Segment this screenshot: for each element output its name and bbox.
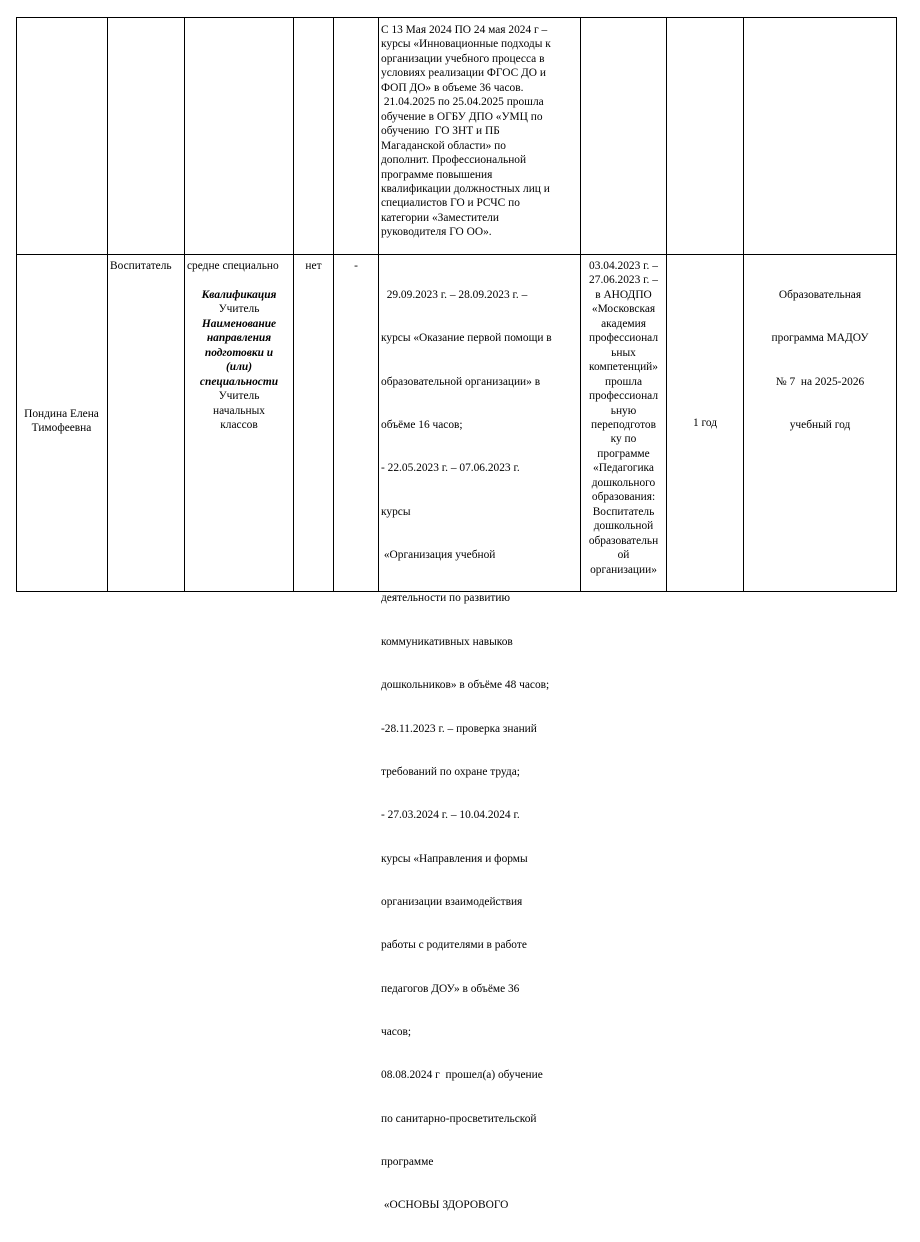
- education-cell: [185, 288, 293, 433]
- text-line: объёме 16 часов;: [381, 418, 463, 431]
- row1-courses-cell: [381, 23, 551, 240]
- text-line: часов;: [381, 1026, 412, 1039]
- text-line: квалификации должностных лиц и: [381, 182, 550, 195]
- text-line: специалистов ГО и РСЧС по: [381, 197, 520, 210]
- row2-courses-cell: [381, 259, 552, 1242]
- text-line: - 27.03.2024 г. – 10.04.2024 г.: [381, 809, 520, 822]
- text-line: в АНОДПО: [595, 288, 652, 301]
- text-line: 29.09.2023 г. – 28.09.2023 г. –: [381, 288, 528, 301]
- text-line: организации учебного процесса в: [381, 52, 545, 65]
- text-line: ьных: [611, 346, 636, 359]
- text-line: компетенций»: [589, 361, 658, 374]
- text-line: С 13 Мая 2024 ПО 24 мая 2024 г –: [381, 24, 548, 36]
- text-line: академия: [601, 317, 646, 330]
- text-line: переподготов: [591, 418, 656, 431]
- text-line: «Московская: [591, 303, 656, 316]
- rank-text: -: [354, 260, 358, 272]
- rank-cell: [334, 259, 378, 273]
- row-divider: [16, 254, 897, 255]
- text-line: - 22.05.2023 г. – 07.06.2023 г.: [381, 462, 520, 475]
- text-line: категории «Заместители: [381, 211, 499, 224]
- text-line: программе: [381, 1156, 434, 1169]
- direction-label: (или): [225, 361, 253, 374]
- retraining-cell: [581, 259, 666, 577]
- direction-value: Учитель: [218, 390, 260, 403]
- col-divider: [666, 17, 667, 592]
- text-line: образовательн: [588, 534, 659, 547]
- table-border-top: [16, 17, 897, 18]
- text-line: курсы: [381, 505, 411, 518]
- text-line: организации взаимодействия: [381, 895, 523, 908]
- text-line: дошкольников» в объёме 48 часов;: [381, 679, 550, 692]
- text-line: курсы «Оказание первой помощи в: [381, 332, 552, 345]
- col-divider: [16, 17, 17, 592]
- qualification-label: Квалификация: [201, 289, 277, 301]
- text-line: по санитарно-просветительской: [381, 1112, 537, 1125]
- text-line: программе: [597, 447, 650, 460]
- text-line: курсы «Направления и формы: [381, 852, 528, 865]
- text-line: условиях реализации ФГОС ДО и: [381, 67, 546, 80]
- text-line: обучение в ОГБУ ДПО «УМЦ по: [381, 110, 543, 123]
- text-line: ьную: [610, 404, 637, 417]
- col-divider: [107, 17, 108, 592]
- teacher-name-cell: [16, 407, 107, 436]
- text-line: коммуникативных навыков: [381, 635, 513, 648]
- text-line: учебный год: [789, 418, 851, 431]
- text-line: требований по охране труда;: [381, 765, 520, 778]
- text-line: курсы «Инновационные подходы к: [381, 38, 551, 51]
- text-line: программе повышения: [381, 168, 493, 181]
- text-line: -28.11.2023 г. – проверка знаний: [381, 722, 537, 735]
- text-line: 21.04.2025 по 25.04.2025 прошла: [381, 96, 544, 109]
- education-level: средне специально: [187, 260, 279, 272]
- experience-text: 1 год: [692, 417, 718, 429]
- text-line: обучению ГО ЗНТ и ПБ: [381, 125, 500, 138]
- col-divider: [378, 17, 379, 592]
- text-line: прошла: [605, 375, 642, 388]
- text-line: «ОСНОВЫ ЗДОРОВОГО: [381, 1199, 509, 1212]
- text-line: № 7 на 2025-2026: [775, 375, 865, 388]
- direction-label: специальности: [199, 375, 279, 388]
- experience-cell: [667, 416, 743, 430]
- direction-label: подготовки и: [204, 346, 274, 359]
- degree-text: нет: [305, 260, 322, 272]
- text-line: дошкольной: [593, 520, 654, 533]
- text-line: дополнит. Профессиональной: [381, 154, 527, 167]
- text-line: организации»: [590, 563, 657, 576]
- text-line: образования:: [591, 491, 656, 504]
- position-text: Воспитатель: [110, 260, 172, 272]
- text-line: 27.06.2023 г. –: [589, 274, 658, 287]
- text-line: дошкольного: [591, 476, 656, 489]
- text-line: «Педагогика: [593, 462, 654, 475]
- direction-label: Наименование: [201, 317, 277, 330]
- text-line: Пондина Елена: [24, 408, 99, 420]
- direction-label: направления: [206, 332, 272, 345]
- text-line: ой: [617, 549, 630, 562]
- text-line: программа МАДОУ: [771, 332, 869, 345]
- text-line: 03.04.2023 г. –: [589, 260, 658, 272]
- text-line: Образовательная: [778, 288, 862, 301]
- text-line: Воспитатель: [592, 505, 655, 518]
- text-line: руководителя ГО ОО».: [381, 226, 492, 239]
- text-line: педагогов ДОУ» в объёме 36: [381, 982, 520, 995]
- col-divider: [293, 17, 294, 592]
- text-line: Магаданской области» по: [381, 139, 506, 152]
- position-cell: [110, 259, 172, 273]
- direction-value: классов: [220, 419, 258, 432]
- text-line: 08.08.2024 г прошел(а) обучение: [381, 1069, 543, 1082]
- text-line: «Организация учебной: [381, 549, 496, 562]
- table-border-right: [896, 17, 897, 592]
- col-divider: [333, 17, 334, 592]
- text-line: работы с родителями в работе: [381, 939, 527, 952]
- direction-value: начальных: [213, 404, 265, 417]
- program-cell: [744, 259, 896, 461]
- text-line: ФОП ДО» в объеме 36 часов.: [381, 81, 524, 94]
- text-line: образовательной организации» в: [381, 375, 541, 388]
- text-line: деятельности по развитию: [381, 592, 511, 605]
- text-line: профессионал: [588, 390, 659, 403]
- degree-cell: [294, 259, 333, 273]
- text-line: профессионал: [588, 332, 659, 345]
- text-line: ку по: [610, 433, 637, 446]
- text-line: Тимофеевна: [31, 422, 92, 435]
- qualification-value: Учитель: [218, 303, 260, 316]
